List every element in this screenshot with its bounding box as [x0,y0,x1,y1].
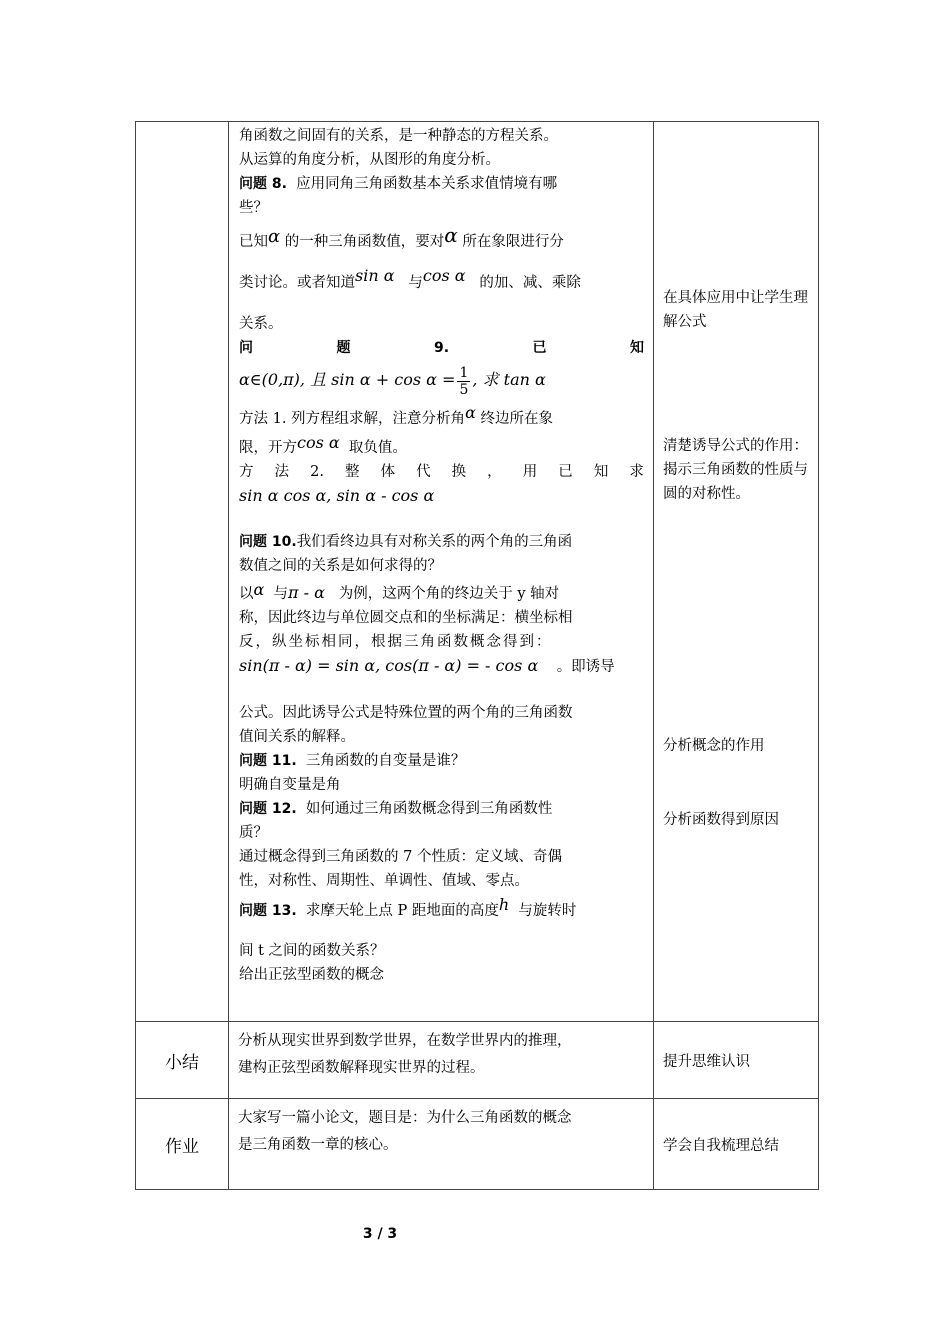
summary-row [136,1022,819,1099]
homework-row [136,1099,819,1190]
text-line: 数值之间的关系是如何求得的？ [239,558,442,574]
text-line: 明确自变量是角 [239,777,341,793]
text-line: 间 t 之间的函数关系？ [239,943,385,959]
question-12: 问题 12. 如何通过三角函数概念得到三角函数性 [239,801,553,817]
text-line: 称，因此终边与单位圆交点和的坐标满足：横坐标相 [239,610,573,626]
lesson-table [135,121,819,1190]
text-line: 类讨论。或者知道sin α 与cos α 的加、减、乘除 [239,266,581,291]
formula-line: sin α cos α, sin α - cos α [239,486,435,505]
main-label-cell [136,122,229,1022]
summary-content: 分析从现实世界到数学世界，在数学世界内的推理， 建构正弦型函数解释现实世界的过程。 [229,1022,654,1099]
text-line: 角函数之间固有的关系，是一种静态的方程关系。 [239,128,558,144]
question-label: 问题 8. [239,176,287,192]
text-line: 从运算的角度分析，从图形的角度分析。 [239,152,500,168]
note-2: 清楚诱导公式的作用：揭示三角函数的性质与圆的对称性。 [663,438,808,502]
note-4: 分析函数得到原因 [663,812,779,828]
question-11: 问题 11. 三角函数的自变量是谁？ [239,753,466,769]
text-line: 给出正弦型函数的概念 [239,967,384,983]
text-line: 限，开方cos α 取负值。 [239,433,407,456]
homework-content: 大家写一篇小论文，题目是：为什么三角函数的概念 是三角函数一章的核心。 [229,1099,654,1190]
text-line: 关系。 [239,316,283,332]
formula-line: sin(π - α) = sin α, cos(π - α) = - cos α 。即诱导 [239,656,615,675]
question-10: 问题 10.我们看终边具有对称关系的两个角的三角函 [239,534,573,550]
text-line: 以α 与π - α 为例，这两个角的终边关于 y 轴对 [239,580,560,602]
formula-line: α∈(0,π), 且 sin α + cos α = $\frac{1}{5}$ , 求 tan α [239,364,546,398]
note-1: 在具体应用中让学生理解公式 [663,290,808,330]
text-line: 反，纵坐标相同，根据三角函数概念得到： [239,634,553,650]
main-content-cell [229,122,654,1022]
question-8 [239,172,644,196]
text-line: 质？ [239,825,268,841]
fraction: $\frac{1}{5}$ [459,364,469,398]
summary-note: 提升思维认识 [654,1022,819,1099]
main-row [136,122,819,1022]
homework-label: 作业 [136,1099,229,1190]
text-line: 方 法 2. 整 体 代 换 ， 用 已 知 求 [239,464,644,480]
question-9: 问 题 9. 已 知 [239,340,644,356]
text-line: 已知α 的一种三角函数值，要对α 所在象限进行分 [239,223,564,250]
summary-label: 小结 [136,1022,229,1099]
text-line: 性，对称性、周期性、单调性、值域、零点。 [239,873,529,889]
question-13: 问题 13. 求摩天轮上点 P 距地面的高度h 与旋转时 [239,895,577,919]
text-line: 值间关系的解释。 [239,729,355,745]
text-line: 些？ [239,200,268,216]
homework-note: 学会自我梳理总结 [654,1099,819,1190]
page-number: 3 / 3 [362,1226,398,1242]
text-line: 通过概念得到三角函数的 7 个性质：定义域、奇偶 [239,849,562,865]
note-3: 分析概念的作用 [663,738,765,754]
question-text: 应用同角三角函数基本关系求值情境有哪 [296,176,558,192]
text-line: 方法 1. 列方程组求解，注意分析角α 终边所在象 [239,403,553,427]
main-note-cell [654,122,819,1022]
text-line: 公式。因此诱导公式是特殊位置的两个角的三角函数 [239,705,573,721]
